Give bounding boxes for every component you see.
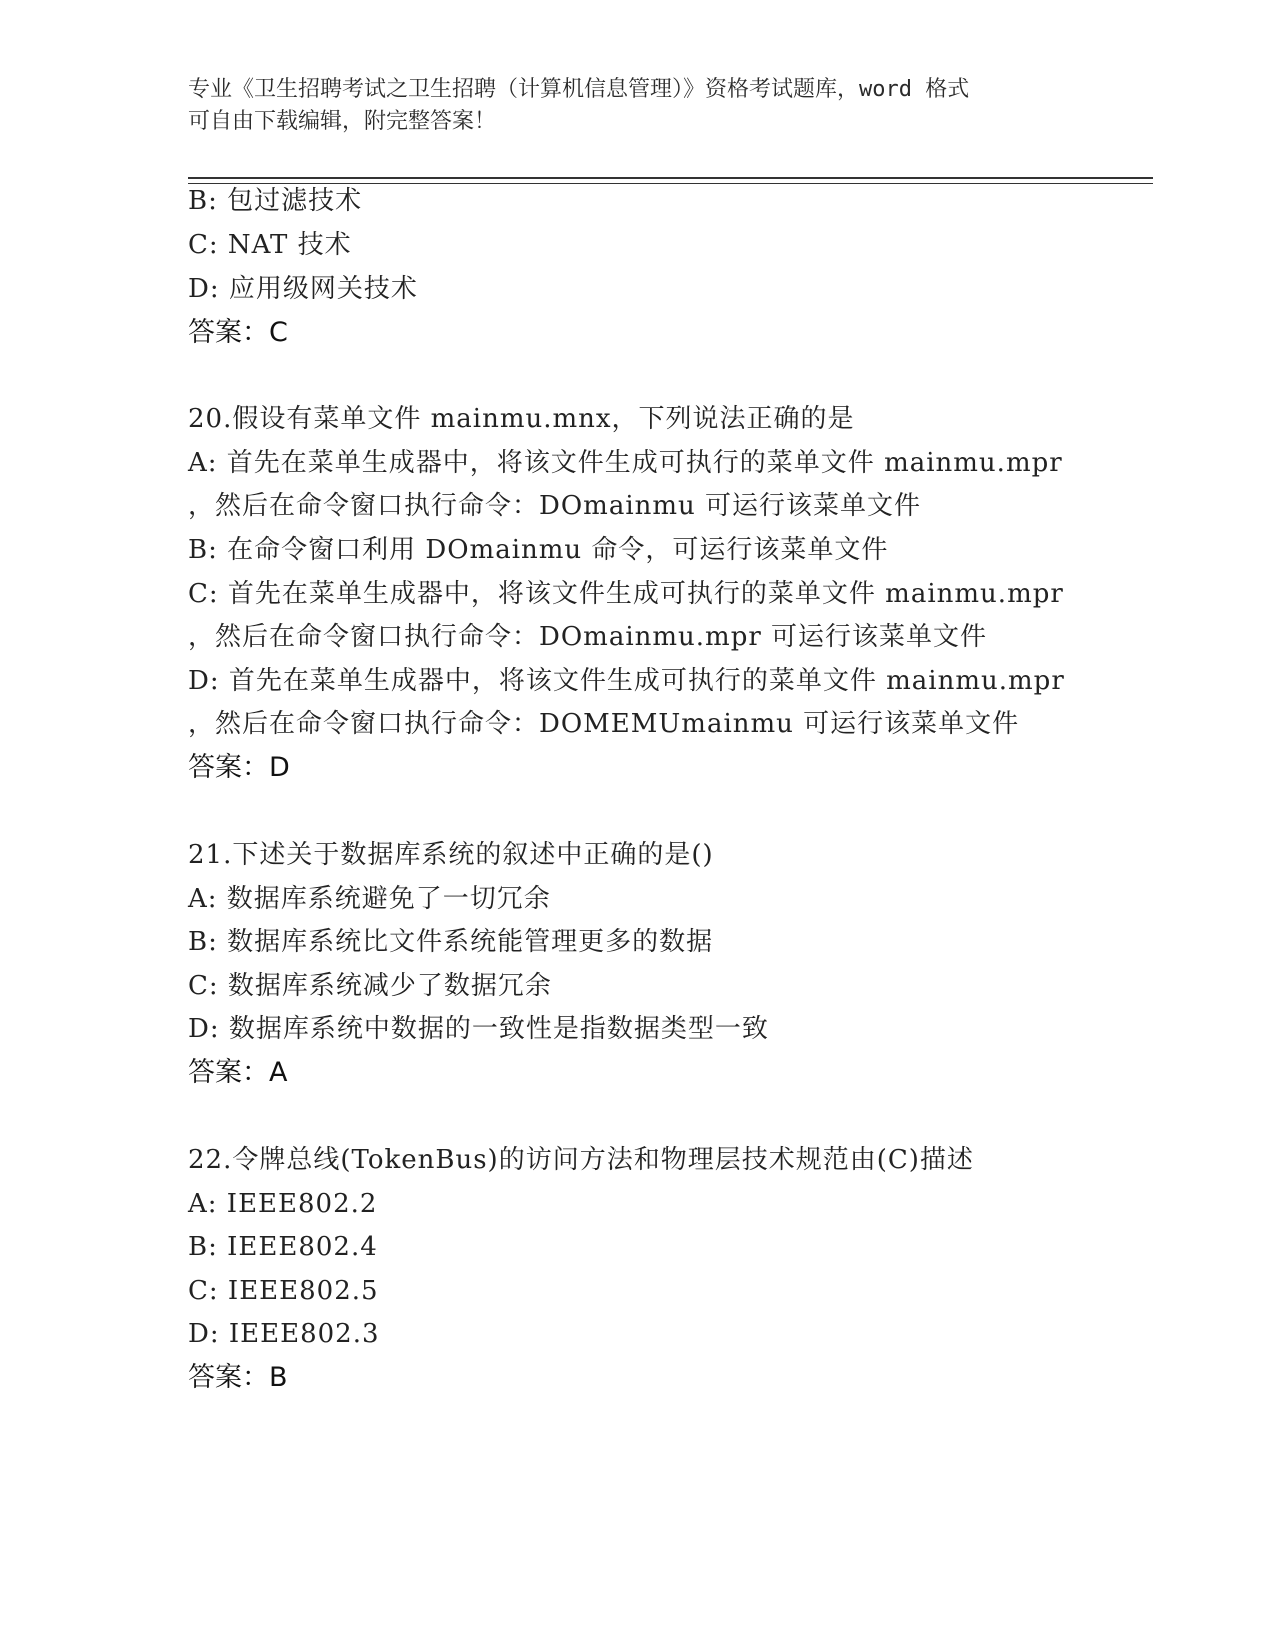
header-line-1: 专业《卫生招聘考试之卫生招聘（计算机信息管理）》资格考试题库，word 格式	[188, 77, 970, 102]
q20-option-a-line2: ，然后在命令窗口执行命令：DOmainmu 可运行该菜单文件	[188, 491, 922, 521]
q21-answer: 答案：A	[188, 1057, 288, 1088]
q22-answer: 答案：B	[188, 1362, 288, 1393]
q20-option-a-line1: A: 首先在菜单生成器中，将该文件生成可执行的菜单文件 mainmu.mpr	[188, 448, 1063, 478]
q19-option-c: C: NAT 技术	[188, 230, 352, 260]
q21-question: 21.下述关于数据库系统的叙述中正确的是()	[188, 840, 714, 870]
q22-option-a: A: IEEE802.2	[188, 1189, 378, 1219]
q21-option-b: B: 数据库系统比文件系统能管理更多的数据	[188, 927, 714, 957]
q21-option-c: C: 数据库系统减少了数据冗余	[188, 971, 552, 1001]
q22-option-d: D: IEEE802.3	[188, 1319, 380, 1349]
q20-option-c-line1: C: 首先在菜单生成器中，将该文件生成可执行的菜单文件 mainmu.mpr	[188, 579, 1064, 609]
q20-question: 20.假设有菜单文件 mainmu.mnx，下列说法正确的是	[188, 404, 855, 434]
header-rule-thin	[188, 183, 1153, 184]
q19-option-d: D: 应用级网关技术	[188, 274, 418, 304]
q19-option-b: B: 包过滤技术	[188, 186, 363, 216]
header-rule-thick	[188, 177, 1153, 179]
q22-option-c: C: IEEE802.5	[188, 1276, 379, 1306]
q22-question: 22.令牌总线(TokenBus)的访问方法和物理层技术规范由(C)描述	[188, 1145, 974, 1175]
q20-option-d-line2: ，然后在命令窗口执行命令：DOMEMUmainmu 可运行该菜单文件	[188, 709, 1020, 739]
document-header	[188, 74, 1088, 138]
q20-option-b: B: 在命令窗口利用 DOmainmu 命令，可运行该菜单文件	[188, 535, 889, 565]
q22-option-b: B: IEEE802.4	[188, 1232, 378, 1262]
q21-option-a: A: 数据库系统避免了一切冗余	[188, 884, 551, 914]
q20-answer: 答案：D	[188, 752, 290, 783]
header-line-2: 可自由下载编辑，附完整答案！	[188, 109, 497, 134]
q21-option-d: D: 数据库系统中数据的一致性是指数据类型一致	[188, 1014, 769, 1044]
q20-option-c-line2: ，然后在命令窗口执行命令：DOmainmu.mpr 可运行该菜单文件	[188, 622, 988, 652]
q19-answer: 答案：C	[188, 317, 288, 348]
q20-option-d-line1: D: 首先在菜单生成器中，将该文件生成可执行的菜单文件 mainmu.mpr	[188, 666, 1065, 696]
